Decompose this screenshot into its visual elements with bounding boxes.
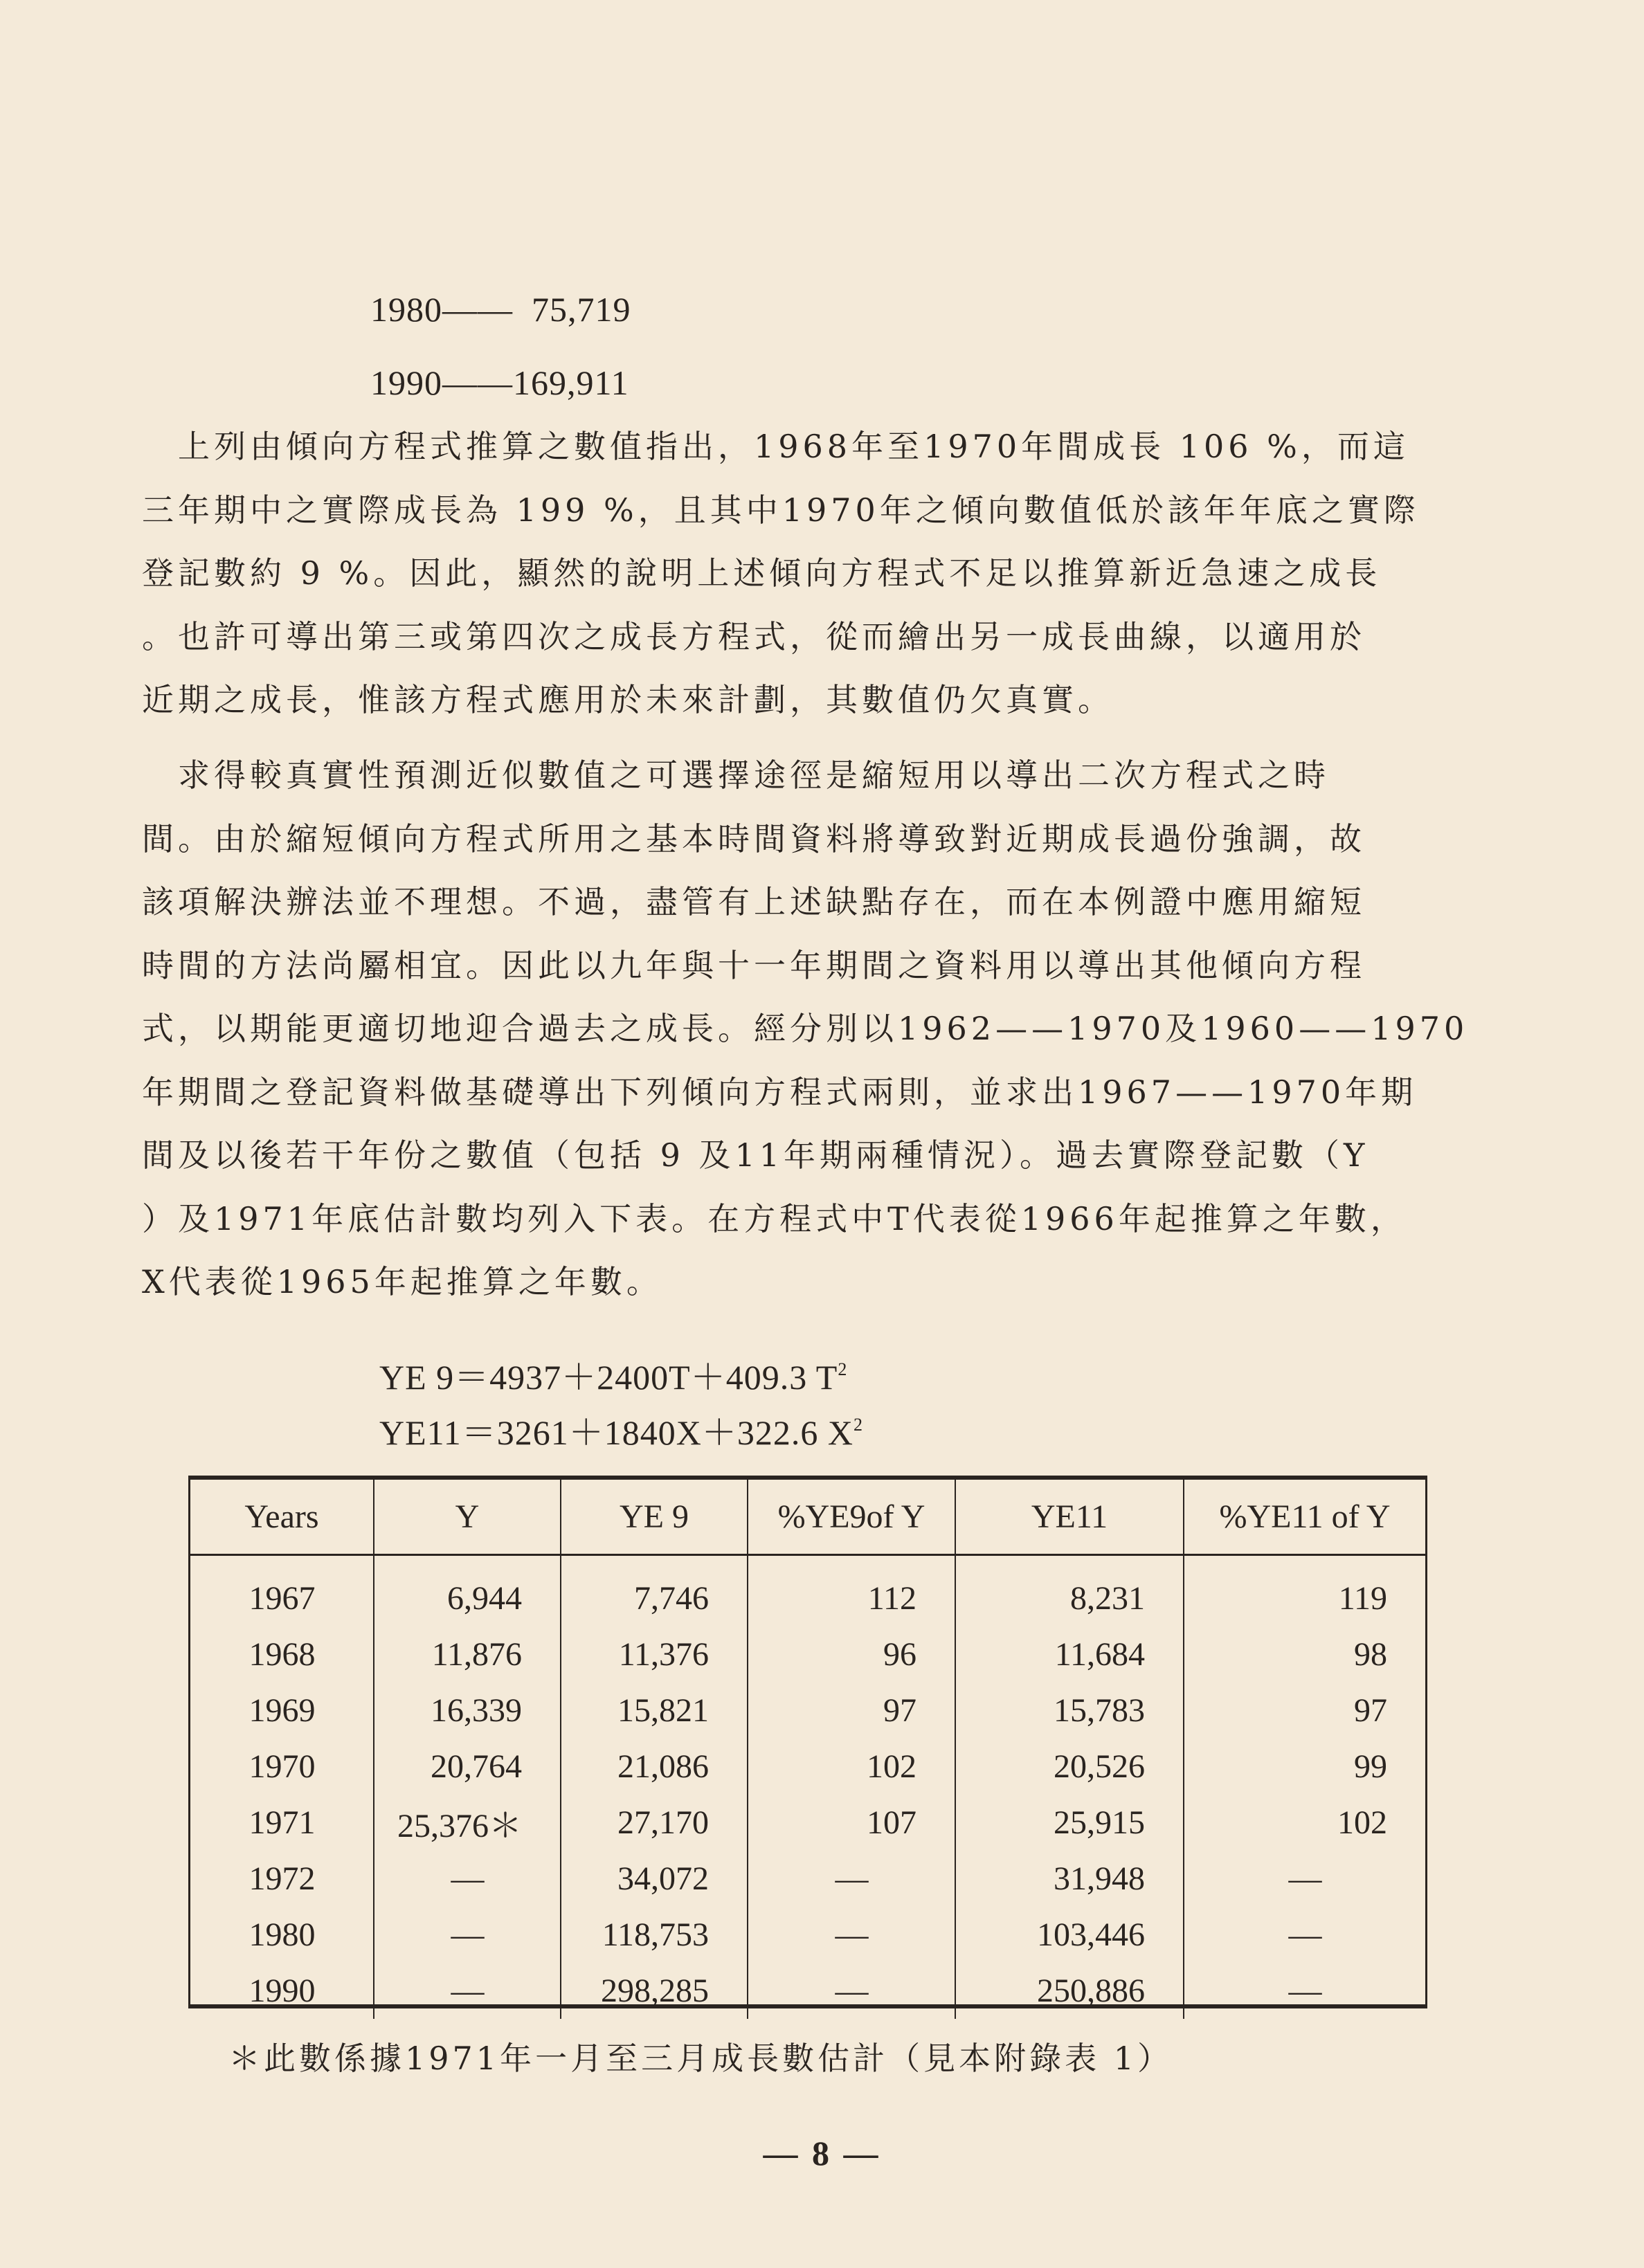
table-row [190,1682,1425,1739]
projection-line-1980 [370,289,631,329]
equation-ye9 [379,1350,847,1399]
table-row [190,1626,1425,1682]
table-cell: — [1184,1907,1425,1963]
equation-exponent: 2 [853,1415,864,1435]
column-header-pct-ye11: %YE11 of Y [1184,1480,1425,1555]
table-cell: 6,944 [374,1555,561,1627]
projection-year: 1980 [370,290,442,329]
table-cell: 8,231 [955,1555,1184,1627]
table-cell: 97 [1184,1682,1425,1739]
table-cell: 25,915 [955,1795,1184,1851]
column-header-ye11: YE11 [955,1480,1184,1555]
table-cell: 103,446 [955,1907,1184,1963]
table-cell: 1967 [249,1580,316,1617]
equation-rhs: ＝3261＋1840X＋322.6 X [461,1413,854,1452]
equation-exponent: 2 [838,1359,848,1379]
table-cell: — [374,1907,561,1963]
projection-dash: —— [442,290,513,329]
table-body [190,1555,1425,2020]
table-cell: 1968 [249,1636,316,1673]
paragraph-line: 該項解決辦法並不理想。不過，盡管有上述缺點存在，而在本例證中應用縮短 [142,883,1366,920]
table-cell: 16,339 [374,1682,561,1739]
table-cell: 107 [748,1795,955,1851]
paragraph-line: 式，以期能更適切地迎合過去之成長。經分別以1962——1970及1960——1970 [142,1010,1469,1047]
table-cell: — [374,1963,561,2019]
projection-value: 169,911 [513,363,629,402]
column-header-ye9: YE 9 [561,1480,748,1555]
paragraph-line: 三年期中之實際成長為 199 %，且其中1970年之傾向數值低於該年年底之實際 [142,491,1420,529]
table-cell: 112 [748,1555,955,1627]
column-header-y: Y [374,1480,561,1555]
table-cell: 11,684 [955,1626,1184,1682]
paragraph-line: 時間的方法尚屬相宜。因此以九年與十一年期間之資料用以導出其他傾向方程 [142,946,1366,984]
table-cell: 1971 [249,1804,316,1841]
paragraph-line: 求得較真實性預測近似數值之可選擇途徑是縮短用以導出二次方程式之時 [142,756,1330,794]
table-cell: — [748,1963,955,2019]
table-row [190,1739,1425,1795]
table-cell: 102 [1184,1795,1425,1851]
table-cell: 15,783 [955,1682,1184,1739]
paragraph-alternative-method [142,744,1485,1314]
table-row [190,1851,1425,1907]
table-cell: 250,886 [955,1963,1184,2019]
table-header-row [190,1480,1425,1555]
table-cell: 1972 [249,1860,316,1897]
table-row [190,1963,1425,2019]
paragraph-line: 上列由傾向方程式推算之數值指出，1968年至1970年間成長 106 %，而這 [142,428,1409,465]
table-cell: — [1184,1963,1425,2019]
paragraph-line: 近期之成長，惟該方程式應用於未來計劃，其數值仍欠真實。 [142,681,1114,718]
table-row [190,1907,1425,1963]
projection-value: 75,719 [532,290,631,329]
paragraph-line: 登記數約 9 %。因此，顯然的說明上述傾向方程式不足以推算新近急速之成長 [142,554,1382,592]
column-header-pct-ye9: %YE9of Y [748,1480,955,1555]
table-cell: 97 [748,1682,955,1739]
table-cell: — [1184,1851,1425,1907]
table-cell: 25,376＊ [374,1795,561,1851]
table-cell: 99 [1184,1739,1425,1795]
table-cell: 102 [748,1739,955,1795]
table-row [190,1795,1425,1851]
paragraph-trend-analysis [142,415,1485,732]
projection-dash: —— [442,363,513,402]
table-cell: 7,746 [561,1555,748,1627]
table-cell: — [748,1851,955,1907]
table-cell: 11,376 [561,1626,748,1682]
table-cell: 96 [748,1626,955,1682]
table-row [190,1555,1425,1627]
paragraph-line: 間及以後若干年份之數值（包括 9 及11年期兩種情況）。過去實際登記數（Y [142,1136,1369,1174]
table-cell: 1990 [249,1972,316,2009]
paragraph-line: 間。由於縮短傾向方程式所用之基本時間資料將導致對近期成長過份強調，故 [142,819,1366,858]
projection-line-1990 [370,363,629,403]
table-cell: 27,170 [561,1795,748,1851]
paragraph-line: 年期間之登記資料做基礎導出下列傾向方程式兩則，並求出1967——1970年期 [142,1073,1418,1111]
equation-ye11 [379,1405,863,1455]
registration-table [188,1476,1427,2008]
table-cell: 20,526 [955,1739,1184,1795]
projection-year: 1990 [370,363,442,402]
data-table [190,1480,1425,2019]
table-cell: 118,753 [561,1907,748,1963]
equation-lhs: YE11 [379,1413,462,1452]
table-cell: 1980 [249,1916,316,1953]
equation-rhs: ＝4937＋2400T＋409.3 T [454,1358,838,1397]
paragraph-line: 。也許可導出第三或第四次之成長方程式，從而繪出另一成長曲線，以適用於 [142,617,1366,655]
table-cell: — [748,1907,955,1963]
table-cell: 31,948 [955,1851,1184,1907]
table-cell: 34,072 [561,1851,748,1907]
table-cell: 20,764 [374,1739,561,1795]
table-cell: 1970 [249,1748,316,1785]
table-cell: 298,285 [561,1963,748,2019]
footnote: ＊此數係據1971年一月至三月成長數估計（見本附錄表 1） [228,2040,1173,2077]
paragraph-line: X代表從1965年起推算之年數。 [142,1263,662,1300]
paragraph-line: ）及1971年底估計數均列入下表。在方程式中T代表從1966年起推算之年數， [142,1199,1407,1237]
table-cell: 11,876 [374,1626,561,1682]
table-cell: — [374,1851,561,1907]
column-header-years: Years [190,1480,374,1555]
table-cell: 119 [1184,1555,1425,1627]
equation-lhs: YE 9 [379,1358,455,1397]
table-cell: 1969 [249,1692,316,1729]
table-cell: 15,821 [561,1682,748,1739]
table-cell: 21,086 [561,1739,748,1795]
page-number: — 8 — [763,2134,881,2172]
table-cell: 98 [1184,1626,1425,1682]
